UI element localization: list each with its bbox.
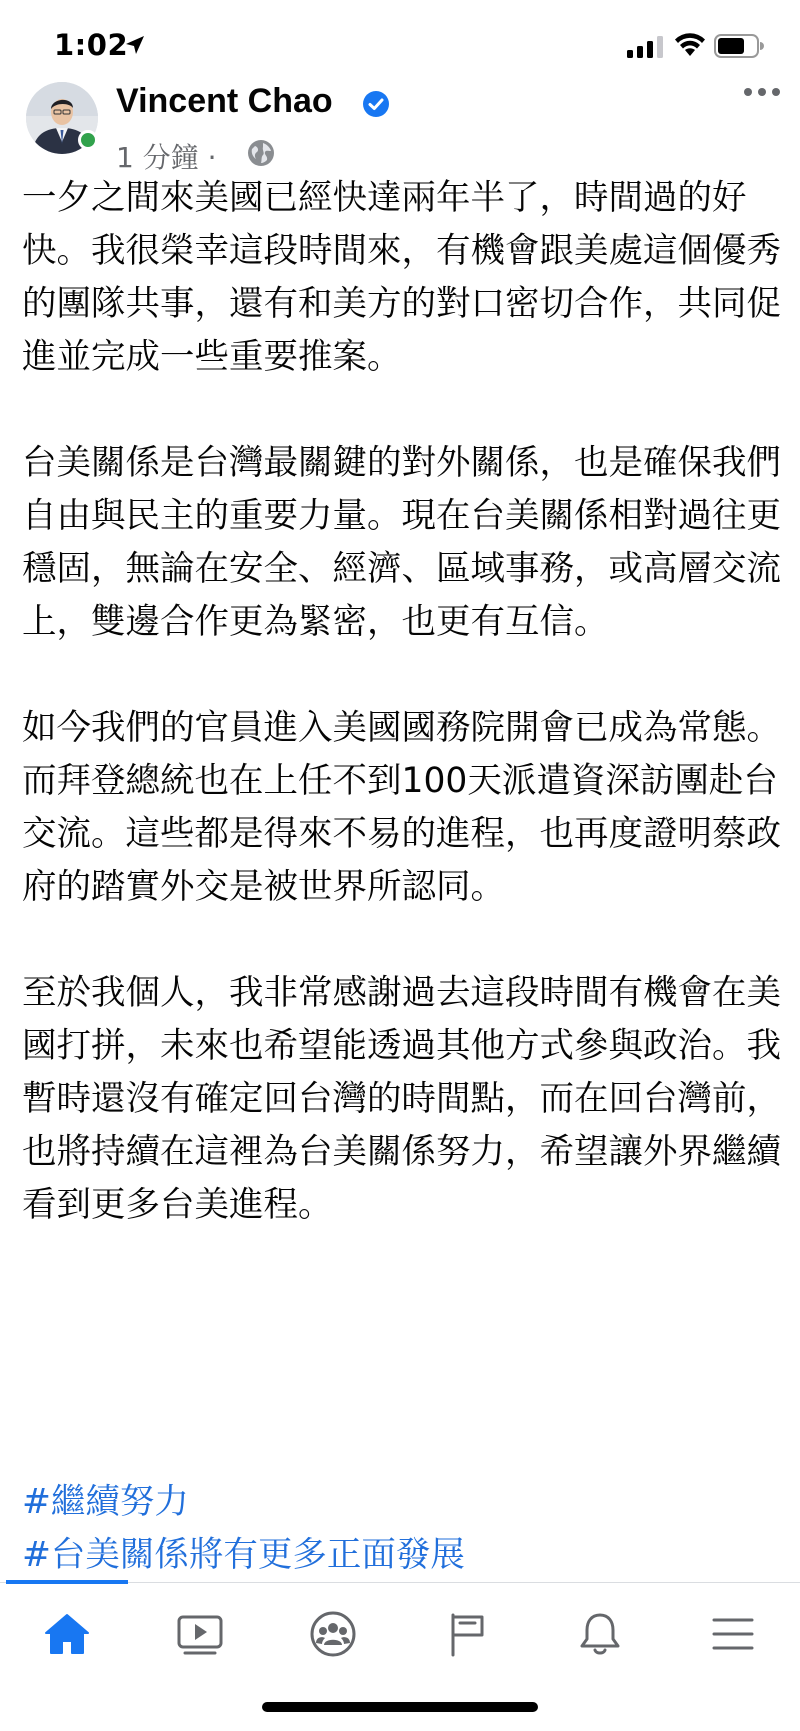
video-icon [175,1609,225,1659]
menu-icon [708,1609,758,1659]
home-indicator[interactable] [262,1702,538,1712]
cellular-signal-icon [627,36,663,58]
verified-badge-icon [362,90,390,118]
notifications-bell-icon [575,1609,625,1659]
tab-pages[interactable] [400,1584,533,1684]
post-paragraph: 如今我們的官員進入美國國務院開會已成為常態。而拜登總統也在上任不到100天派遣資深訪團赴台交流。這些都是得來不易的進程，也再度證明蔡政府的踏實外交是被世界所認同。 [22,708,781,907]
post-paragraph: 至於我個人，我非常感謝過去這段時間有機會在美國打拼，未來也希望能透過其他方式參與政治。我暫時還沒有確定回台灣的時間點，而在回台灣前，也將持續在這裡為台美關係努力，希望讓外界繼續看到更多台美進程。 [22,973,781,1225]
status-time: 1:02 [54,28,129,62]
bottom-nav [0,1584,800,1684]
globe-privacy-icon [246,138,276,168]
author-name[interactable]: Vincent Chao [116,82,333,120]
hashtag-list [22,1476,465,1582]
battery-icon [714,34,764,58]
home-icon [42,1609,92,1659]
wifi-icon [674,32,706,58]
hashtag-link[interactable]: #台美關係將有更多正面發展 [22,1535,465,1575]
more-options-icon[interactable] [742,80,782,104]
tab-home[interactable] [0,1584,133,1684]
tab-menu[interactable] [667,1584,800,1684]
post-body [22,172,782,1285]
status-bar [0,0,800,84]
online-status-dot [78,130,98,150]
post-paragraph: 一夕之間來美國已經快達兩年半了，時間過的好快。我很榮幸這段時間來，有機會跟美處這個優秀的團隊共事，還有和美方的對口密切合作，共同促進並完成一些重要推案。 [22,178,781,377]
location-arrow-icon [124,34,146,56]
hashtag-link[interactable]: #繼續努力 [22,1482,189,1522]
post-paragraph: 台美關係是台灣最關鍵的對外關係，也是確保我們自由與民主的重要力量。現在台美關係相對過往更穩固，無論在安全、經濟、區域事務，或高層交流上，雙邊合作更為緊密，也更有互信。 [22,443,781,642]
tab-groups[interactable] [267,1584,400,1684]
pages-flag-icon [442,1609,492,1659]
tab-watch[interactable] [133,1584,266,1684]
groups-icon [308,1609,358,1659]
tab-notifications[interactable] [533,1584,666,1684]
post-timestamp[interactable]: 1 分鐘 · [116,141,217,174]
